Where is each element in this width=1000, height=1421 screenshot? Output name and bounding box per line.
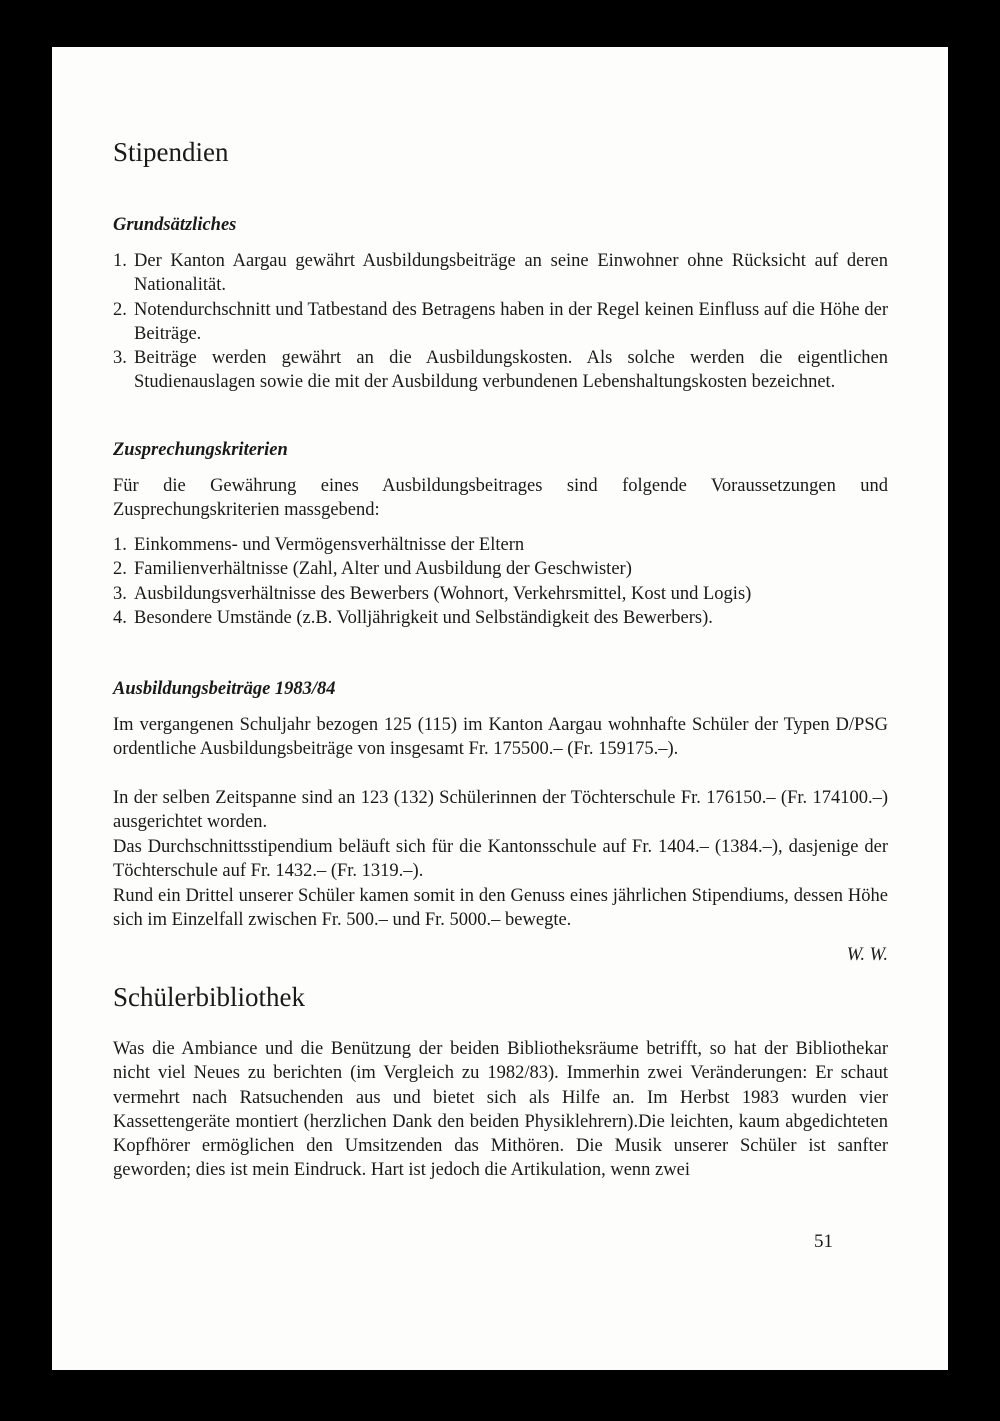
subheading-zusprechungskriterien: Zusprechungskriterien [113,440,288,460]
list-text: Einkommens- und Vermögensverhältnisse der Eltern [134,535,525,555]
section-title-schuelerbibliothek: Schülerbibliothek [113,982,305,1012]
list-item [113,298,888,347]
section-title-stipendien: Stipendien [113,137,229,167]
list-number: 1. [113,251,127,271]
subheading-ausbildungsbeitraege: Ausbildungsbeiträge 1983/84 [113,679,336,699]
list-item [113,346,888,395]
list-item [113,557,888,581]
document-page [52,47,948,1370]
page-number: 51 [814,1231,833,1252]
list-item [113,582,888,606]
list-item [113,606,888,630]
list-grundsaetzliches [113,249,888,395]
list-text: Ausbildungsverhältnisse des Bewerbers (Wohnort, Verkehrsmittel, Kost und Logis) [134,583,752,604]
paragraph-beitraege-4: Rund ein Drittel unserer Schüler kamen somit in den Genuss eines jährlichen Stipendiums, dessen Höhe sich im Einzelfall zwischen Fr. 500.– und Fr. 5000.– bewegte. [113,886,888,931]
list-text: Familienverhältnisse (Zahl, Alter und Ausbildung der Geschwister) [134,559,632,580]
list-text: Der Kanton Aargau gewährt Ausbildungsbeiträge an seine Einwohner ohne Rücksicht auf deren Nationalität. [134,251,888,296]
list-number: 2. [113,299,127,320]
list-text: Notendurchschnitt und Tatbestand des Betragens haben in der Regel keinen Einfluss auf die Höhe der Beiträge. [134,299,888,344]
paragraph-beitraege-2: In der selben Zeitspanne sind an 123 (132) Schülerinnen der Töchterschule Fr. 176150.– (Fr. 174100.–) ausgerichtet worden. [113,788,888,833]
paragraph-bibliothek: Was die Ambiance und die Benützung der beiden Bibliotheksräume betrifft, so hat der Bibliothekar nicht viel Neues zu berichten (im Vergleich zu 1982/83). Immerhin zwei Veränderungen: Er schaut vermehrt nach Ratsuchenden aus und bietet sich als Hilfe an. Im Herbst 1983 wurden vier Kassettengeräte montiert (herzlichen Dank den beiden Physiklehrern).Die leichten, kaum abgedichteten Kopfhörer ermöglichen den Umsitzenden das Mithören. Die Musik unserer Schüler ist sanfter geworden; dies ist mein Eindruck. Hart ist jedoch die Artikulation, wenn zwei [113,1039,888,1181]
paragraph-beitraege-1: Im vergangenen Schuljahr bezogen 125 (115) im Kanton Aargau wohnhafte Schüler der Typen D/PSG ordentliche Ausbildungsbeiträge von insgesamt Fr. 175500.– (Fr. 159175.–). [113,715,888,760]
list-number: 1. [113,535,127,555]
paragraph-beitraege-3: Das Durchschnittsstipendium beläuft sich für die Kantonsschule auf Fr. 1404.– (1384.–), dasjenige der Töchterschule auf Fr. 1432.– (Fr. 1319.–). [113,837,888,882]
list-number: 2. [113,559,127,580]
list-number: 3. [113,348,127,369]
list-number: 3. [113,583,127,604]
author-signature: W. W. [846,945,888,965]
list-item [113,533,888,557]
list-item [113,249,888,298]
list-zusprechungskriterien [113,533,888,630]
list-text: Beiträge werden gewährt an die Ausbildungskosten. Als solche werden die eigentlichen Studienauslagen sowie die mit der Ausbildung verbundenen Lebenshaltungskosten bezeichnet. [134,348,888,393]
paragraph-zuspr-intro: Für die Gewährung eines Ausbildungsbeitrages sind folgende Voraussetzungen und Zusprechungskriterien massgebend: [113,476,888,521]
list-number: 4. [113,607,127,628]
list-text: Besondere Umstände (z.B. Volljährigkeit und Selbständigkeit des Bewerbers). [134,607,713,628]
subheading-grundsaetzliches: Grundsätzliches [113,215,237,235]
